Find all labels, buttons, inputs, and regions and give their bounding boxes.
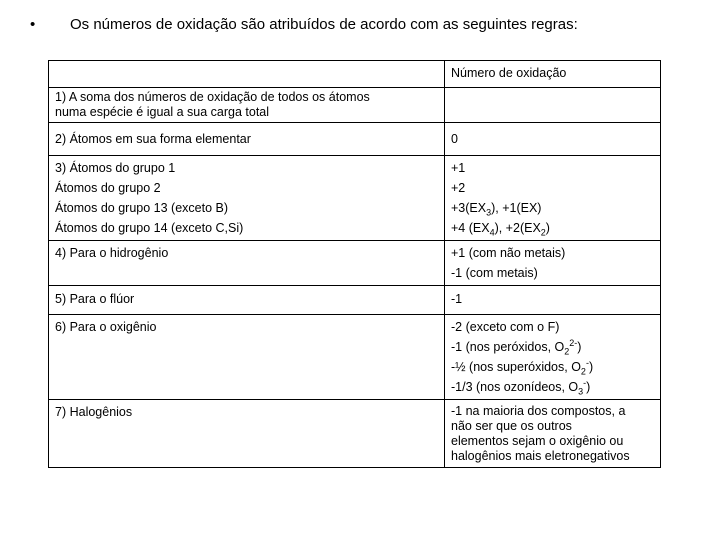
- value-line: $+3(EX_3)$, +1(EX): [451, 201, 542, 218]
- table-header-row: [49, 61, 661, 88]
- rule-cell: [49, 88, 445, 123]
- rule-line: Átomos do grupo 13 (exceto B): [55, 201, 229, 215]
- value-line: elementos sejam o oxigênio ou: [451, 434, 624, 448]
- table-row: [49, 286, 661, 315]
- table-row: [49, 400, 661, 468]
- rule-cell: 7) Halogênios: [49, 400, 445, 468]
- rule-cell: 2) Átomos em sua forma elementar: [49, 123, 445, 156]
- header-value-cell: Número de oxidação: [445, 61, 661, 88]
- value-line: +1: [451, 161, 466, 175]
- rule-cell: 6) Para o oxigênio: [49, 315, 445, 400]
- table-row: [49, 156, 661, 241]
- rule-cell: 4) Para o hidrogênio: [49, 241, 445, 286]
- rule-line: numa espécie é igual a sua carga total: [55, 105, 270, 119]
- value-line: -1 (nos peróxidos, $O_2^{2-}$): [451, 337, 582, 357]
- intro-bullet-line: [30, 16, 578, 33]
- value-line: não ser que os outros: [451, 419, 572, 433]
- value-cell: [445, 400, 661, 468]
- value-line: -1/3 (nos ozonídeos, $O_3^-$): [451, 377, 591, 397]
- value-cell: -1: [445, 286, 661, 315]
- rule-line: 1) A soma dos números de oxidação de todos os átomos: [55, 90, 370, 104]
- oxidation-rules-table: [48, 60, 661, 468]
- value-line: halogênios mais eletronegativos: [451, 449, 630, 463]
- rule-cell: 5) Para o flúor: [49, 286, 445, 315]
- value-line: +4 $(EX_4)$, $+2(EX_2)$: [451, 221, 550, 238]
- table-row: [49, 123, 661, 156]
- value-cell: [445, 88, 661, 123]
- value-cell: [445, 315, 661, 400]
- value-line: -2 (exceto com o F): [451, 320, 560, 334]
- table-row: [49, 88, 661, 123]
- rule-line: 3) Átomos do grupo 1: [55, 161, 176, 175]
- value-line: -1 na maioria dos compostos, a: [451, 404, 626, 418]
- value-line: +2: [451, 181, 466, 195]
- value-line: -1 (com metais): [451, 266, 538, 280]
- rule-line: Átomos do grupo 2: [55, 181, 161, 195]
- rule-cell: [49, 156, 445, 241]
- table-row: [49, 315, 661, 400]
- value-line: +1 (com não metais): [451, 246, 566, 260]
- intro-text: Os números de oxidação são atribuídos de acordo com as seguintes regras:: [70, 16, 578, 33]
- table-row: [49, 241, 661, 286]
- value-line: -½ (nos superóxidos, $O_2^-$): [451, 357, 594, 377]
- value-cell: 0: [445, 123, 661, 156]
- value-cell: [445, 241, 661, 286]
- bullet-icon: •: [30, 16, 36, 33]
- rule-line: Átomos do grupo 14 (exceto C,Si): [55, 221, 244, 235]
- header-rule-cell: [49, 61, 445, 88]
- value-cell: [445, 156, 661, 241]
